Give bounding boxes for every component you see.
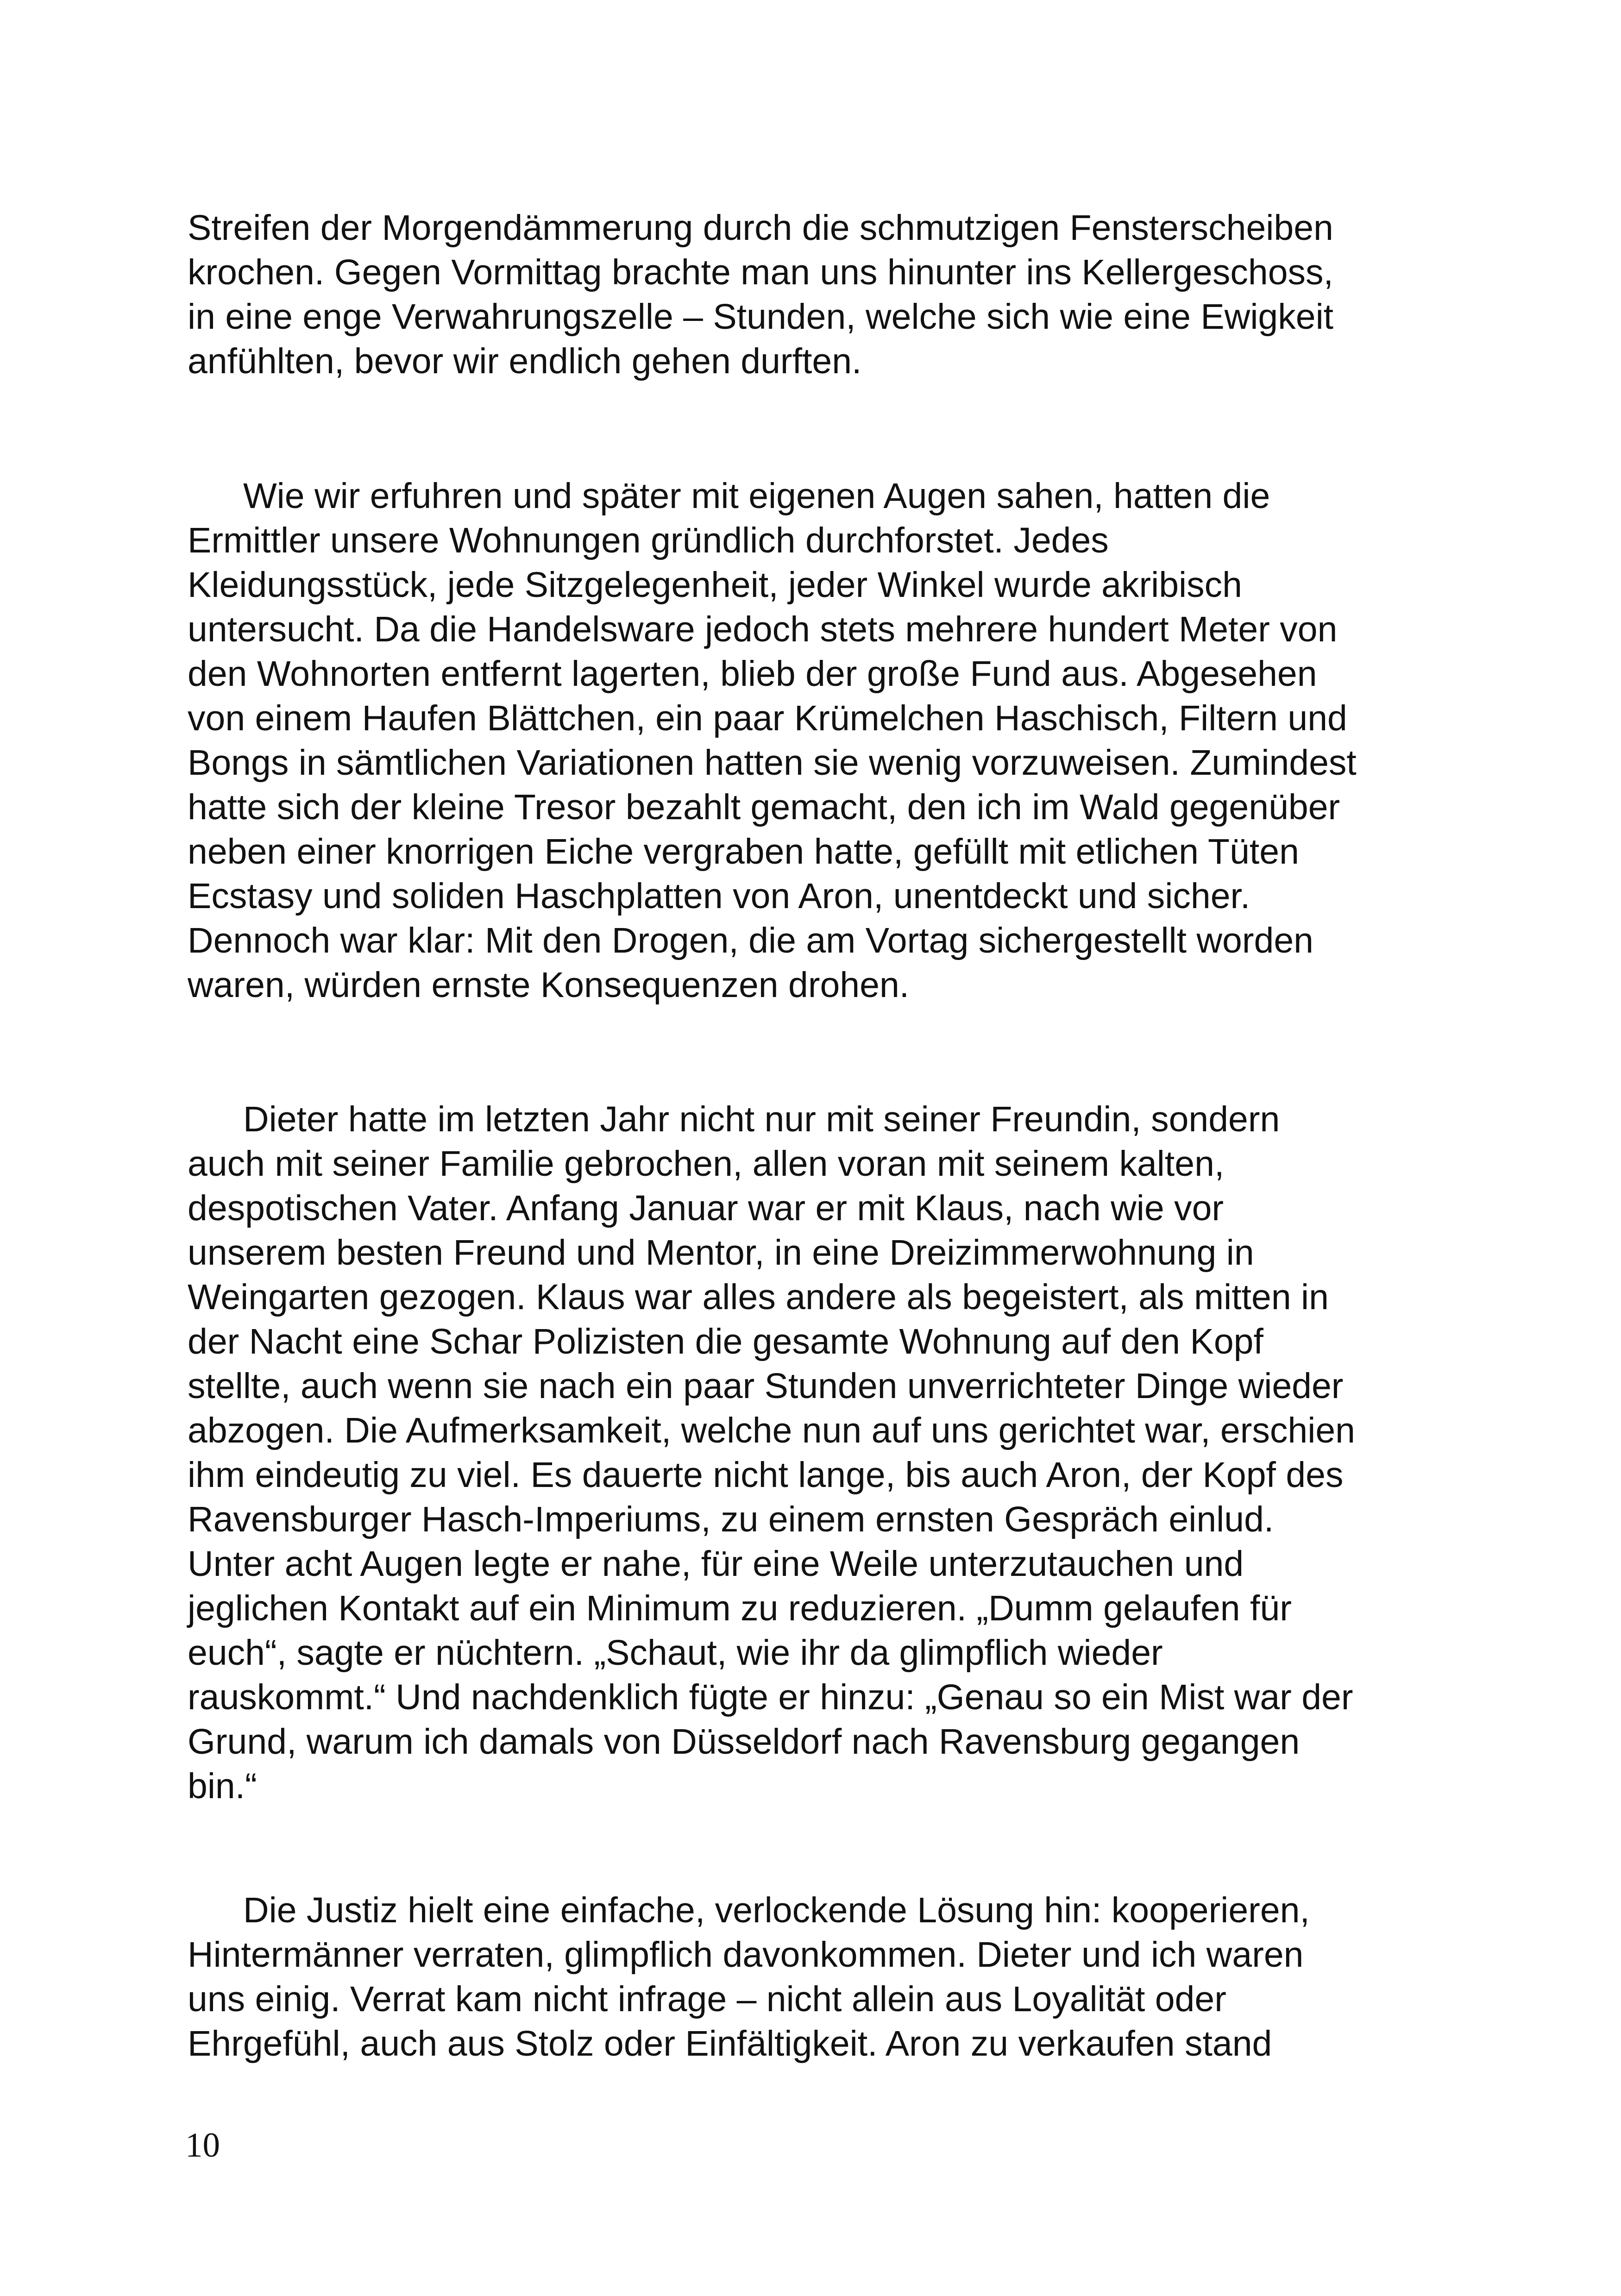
text-line: Dieter hatte im letzten Jahr nicht nur mit seiner Freundin, sondern [243,1099,1280,1139]
text-line: hatte sich der kleine Tresor bezahlt gemacht, den ich im Wald gegenüber [188,787,1340,827]
text-line: waren, würden ernste Konsequenzen drohen. [188,965,910,1005]
text-line: Ermittler unsere Wohnungen gründlich durchforstet. Jedes [188,521,1109,560]
paragraph-continued [188,206,1484,383]
text-line: abzogen. Die Aufmerksamkeit, welche nun auf uns gerichtet war, erschien [188,1411,1355,1450]
text-line: Ecstasy und soliden Haschplatten von Aron, unentdeckt und sicher. [188,876,1250,916]
text-line: uns einig. Verrat kam nicht infrage – nicht allein aus Loyalität oder [188,1979,1226,2019]
text-line: unserem besten Freund und Mentor, in eine Dreizimmerwohnung in [188,1233,1254,1273]
text-line: despotischen Vater. Anfang Januar war er mit Klaus, nach wie vor [188,1188,1224,1228]
text-line: rauskommt.“ Und nachdenklich fügte er hinzu: „Genau so ein Mist war der [188,1677,1353,1717]
paragraph-dieter [188,1097,1484,1808]
text-line: Die Justiz hielt eine einfache, verlockende Lösung hin: kooperieren, [243,1890,1310,1930]
text-line: krochen. Gegen Vormittag brachte man uns hinunter ins Kellergeschoss, [188,252,1333,292]
text-line: Wie wir erfuhren und später mit eigenen Augen sahen, hatten die [243,476,1270,516]
text-line: auch mit seiner Familie gebrochen, allen voran mit seinem kalten, [188,1144,1225,1184]
text-line: jeglichen Kontakt auf ein Minimum zu reduzieren. „Dumm gelaufen für [188,1588,1292,1628]
text-line: euch“, sagte er nüchtern. „Schaut, wie ihr da glimpflich wieder [188,1633,1163,1673]
page-number: 10 [185,2126,220,2164]
text-line: Streifen der Morgendämmerung durch die schmutzigen Fensterscheiben [188,208,1333,248]
text-line: Weingarten gezogen. Klaus war alles andere als begeistert, als mitten in [188,1277,1329,1317]
text-line: ihm eindeutig zu viel. Es dauerte nicht lange, bis auch Aron, der Kopf des [188,1455,1344,1495]
text-line: von einem Haufen Blättchen, ein paar Krümelchen Haschisch, Filtern und [188,698,1347,738]
text-line: neben einer knorrigen Eiche vergraben hatte, gefüllt mit etlichen Tüten [188,832,1299,872]
text-line: Ravensburger Hasch-Imperiums, zu einem ernsten Gespräch einlud. [188,1499,1274,1539]
text-line: Grund, warum ich damals von Düsseldorf nach Ravensburg gegangen [188,1722,1300,1762]
paragraph-justice [188,1888,1484,2066]
text-line: in eine enge Verwahrungszelle – Stunden, welche sich wie eine Ewigkeit [188,297,1334,337]
text-line: Hintermänner verraten, glimpflich davonkommen. Dieter und ich waren [188,1935,1304,1975]
text-line: anfühlten, bevor wir endlich gehen durften. [188,341,862,381]
text-line: Dennoch war klar: Mit den Drogen, die am Vortag sichergestellt worden [188,921,1313,960]
text-line: den Wohnorten entfernt lagerten, blieb der große Fund aus. Abgesehen [188,654,1317,694]
text-line: Kleidungsstück, jede Sitzgelegenheit, jeder Winkel wurde akribisch [188,565,1242,605]
text-line: stellte, auch wenn sie nach ein paar Stunden unverrichteter Dinge wieder [188,1366,1344,1406]
text-line: bin.“ [188,1766,257,1806]
text-line: untersucht. Da die Handelsware jedoch stets mehrere hundert Meter von [188,609,1338,649]
text-line: Bongs in sämtlichen Variationen hatten sie wenig vorzuweisen. Zumindest [188,743,1357,783]
text-line: Unter acht Augen legte er nahe, für eine Weile unterzutauchen und [188,1544,1244,1584]
text-line: der Nacht eine Schar Polizisten die gesamte Wohnung auf den Kopf [188,1322,1263,1361]
paragraph-investigation [188,474,1484,1007]
text-line: Ehrgefühl, auch aus Stolz oder Einfältigkeit. Aron zu verkaufen stand [188,2024,1272,2064]
